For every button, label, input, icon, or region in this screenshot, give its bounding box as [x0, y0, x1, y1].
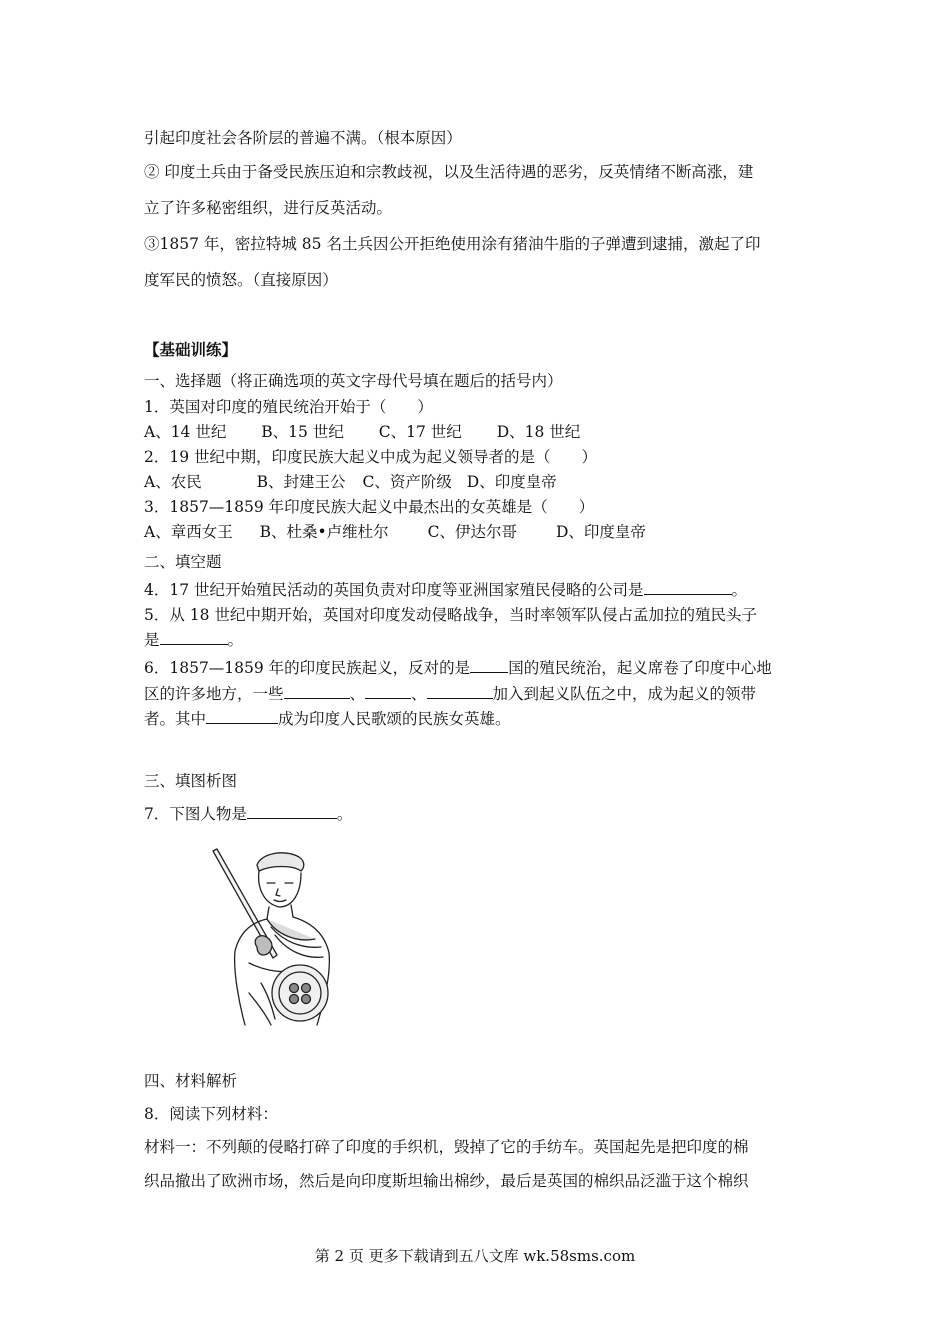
question-6-line-3	[144, 709, 511, 729]
option: A、章西女王	[144, 523, 233, 541]
option: A、14 世纪	[144, 423, 227, 441]
question-6-text: 国的殖民统治，起义席卷了印度中心地	[508, 659, 772, 677]
question-6-text: 区的许多地方，一些	[144, 685, 284, 703]
answer-blank[interactable]	[427, 684, 493, 699]
question-4-text: 4．17 世纪开始殖民活动的英国负责对印度等亚洲国家殖民侵略的公司是	[144, 581, 644, 599]
option: C、17 世纪	[378, 423, 462, 441]
option: B、15 世纪	[261, 423, 344, 441]
option: B、封建王公	[256, 473, 346, 491]
intro-line-1: 引起印度社会各阶层的普遍不满。（根本原因）	[144, 129, 462, 147]
separator: 、	[411, 685, 427, 703]
question-7-end: 。	[336, 805, 353, 823]
option: B、杜桑•卢维杜尔	[259, 523, 389, 541]
material-1-line-2: 织品撤出了欧洲市场，然后是向印度斯坦输出棉纱，最后是英国的棉织品泛滥于这个棉织	[144, 1172, 749, 1190]
question-3: 3．1857—1859 年印度民族大起义中最杰出的女英雄是（ ）	[144, 498, 595, 516]
answer-blank[interactable]	[365, 684, 411, 699]
question-6-line-1	[144, 658, 772, 678]
section-title: 【基础训练】	[144, 340, 238, 359]
part1-heading: 一、选择题（将正确选项的英文字母代号填在题后的括号内）	[144, 372, 563, 390]
option: C、资产阶级	[362, 473, 452, 491]
question-4	[144, 580, 747, 600]
answer-blank[interactable]	[470, 658, 508, 673]
option: D、印度皇帝	[555, 523, 646, 541]
question-5-text: 是	[144, 631, 160, 649]
heroine-illustration	[205, 843, 355, 1028]
answer-blank[interactable]	[247, 804, 337, 819]
question-6-text: 成为印度人民歌颂的民族女英雄。	[278, 710, 511, 728]
question-1: 1．英国对印度的殖民统治开始于（ ）	[144, 398, 433, 416]
question-2-options	[144, 472, 557, 492]
intro-line-2: ② 印度土兵由于备受民族压迫和宗教歧视，以及生活待遇的恶劣，反英情绪不断高涨，建	[144, 163, 754, 181]
question-6-text: 6．1857—1859 年的印度民族起义，反对的是	[144, 659, 471, 677]
option: D、印度皇帝	[466, 473, 557, 491]
option: D、18 世纪	[496, 423, 581, 441]
question-3-options	[144, 522, 646, 542]
intro-line-4: ③1857 年，密拉特城 85 名土兵因公开拒绝使用涂有猪油牛脂的子弹遭到逮捕，激起了印	[144, 235, 761, 253]
question-5-line-1: 5．从 18 世纪中期开始，英国对印度发动侵略战争，当时率领军队侵占孟加拉的殖民头子	[144, 606, 757, 624]
separator: 、	[349, 685, 366, 703]
answer-blank[interactable]	[206, 709, 278, 724]
question-4-end: 。	[731, 581, 748, 599]
answer-blank[interactable]	[284, 684, 350, 699]
question-6-line-2	[144, 684, 756, 704]
material-1-line-1: 材料一：不列颠的侵略打碎了印度的手织机，毁掉了它的手纺车。英国起先是把印度的棉	[144, 1138, 749, 1156]
intro-line-3: 立了许多秘密组织，进行反英活动。	[144, 199, 393, 217]
option: A、农民	[144, 473, 202, 491]
question-7-text: 7．下图人物是	[144, 805, 247, 823]
question-6-text: 者。其中	[144, 710, 207, 728]
question-6-text: 加入到起义队伍之中，成为起义的领带	[492, 685, 757, 703]
part2-heading: 二、填空题	[144, 553, 222, 571]
part3-heading: 三、填图析图	[144, 772, 238, 790]
question-5-end: 。	[227, 631, 244, 649]
question-8: 8．阅读下列材料：	[144, 1105, 278, 1123]
intro-line-5: 度军民的愤怒。（直接原因）	[144, 271, 338, 289]
answer-blank[interactable]	[644, 580, 732, 595]
page-footer: 第 2 页 更多下载请到五八文库 wk.58sms.com	[314, 1247, 636, 1265]
question-1-options	[144, 422, 580, 442]
question-7	[144, 804, 352, 824]
option: C、伊达尔哥	[427, 523, 517, 541]
answer-blank[interactable]	[160, 630, 228, 645]
question-2: 2．19 世纪中期，印度民族大起义中成为起义领导者的是（ ）	[144, 448, 598, 466]
part4-heading: 四、材料解析	[144, 1072, 238, 1090]
question-5-line-2	[144, 630, 243, 650]
